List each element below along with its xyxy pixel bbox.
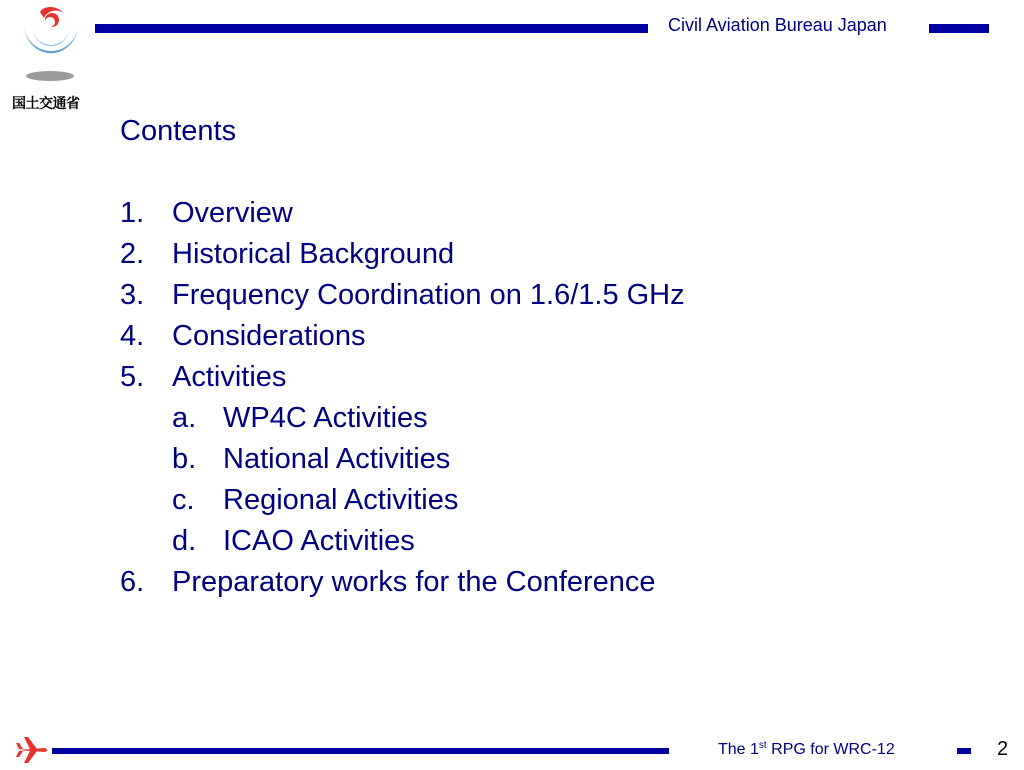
list-item <box>120 562 656 603</box>
list-item-text: Considerations <box>172 320 366 352</box>
list-item <box>120 193 293 234</box>
list-item-text: Overview <box>172 197 293 229</box>
header-title: Civil Aviation Bureau Japan <box>668 15 887 35</box>
footer-title-sup: st <box>758 740 767 751</box>
list-item-text: WP4C Activities <box>223 402 428 434</box>
sub-list-item <box>120 398 428 439</box>
footer-title-suffix: RPG for WRC-12 <box>766 741 895 758</box>
list-marker: c. <box>172 484 195 516</box>
list-marker: d. <box>172 525 197 557</box>
list-marker: a. <box>172 402 197 434</box>
list-item-text: Preparatory works for the Conference <box>172 566 656 598</box>
page-number: 2 <box>997 738 1009 760</box>
sub-list-item <box>120 521 415 562</box>
sub-list-item <box>120 439 451 480</box>
list-item-text: ICAO Activities <box>223 525 415 557</box>
list-item-text: Activities <box>172 361 287 393</box>
list-item-text: Frequency Coordination on 1.6/1.5 GHz <box>172 279 685 311</box>
footer-bar-left <box>52 748 669 754</box>
mlit-logo-icon <box>14 4 86 84</box>
list-marker: 2. <box>120 238 145 270</box>
list-marker: 5. <box>120 361 145 393</box>
list-marker: b. <box>172 443 197 475</box>
sub-list-item <box>120 480 459 521</box>
list-item-text: National Activities <box>223 443 451 475</box>
list-marker: 4. <box>120 320 145 352</box>
list-item <box>120 357 287 398</box>
list-item <box>120 275 685 316</box>
airplane-icon <box>15 735 49 770</box>
list-item-text: Historical Background <box>172 238 455 270</box>
header-bar-right <box>929 24 989 33</box>
contents-heading: Contents <box>120 115 237 147</box>
list-marker: 6. <box>120 566 145 598</box>
ministry-logo <box>10 4 90 114</box>
list-marker: 3. <box>120 279 145 311</box>
header-bar-left <box>95 24 648 33</box>
ministry-caption: 国土交通省 <box>12 96 80 112</box>
list-item <box>120 316 366 357</box>
footer-title-prefix: The 1 <box>718 741 759 758</box>
footer-title <box>718 740 895 759</box>
list-marker: 1. <box>120 197 145 229</box>
contents-section <box>120 113 685 603</box>
footer-bar-right <box>957 748 971 754</box>
list-item <box>120 234 455 275</box>
list-item-text: Regional Activities <box>223 484 459 516</box>
